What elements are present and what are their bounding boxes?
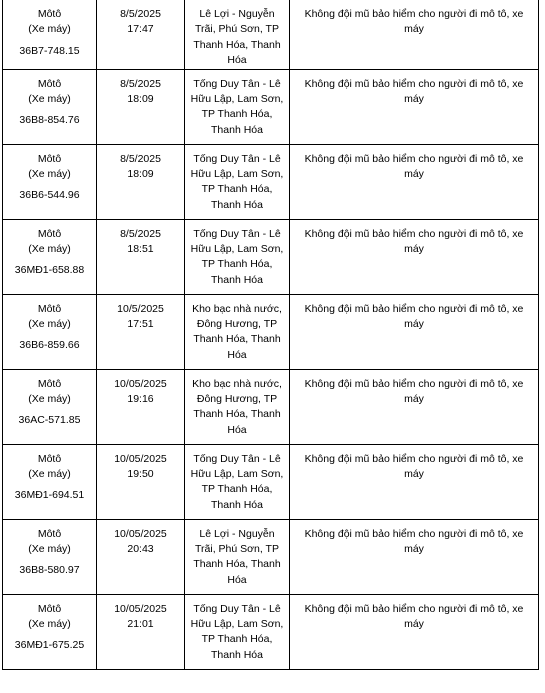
- violation-description: Không đội mũ bảo hiểm cho người đi mô tô, xe máy: [304, 152, 524, 181]
- table-row: [3, 294, 539, 369]
- violation-description: Không đội mũ bảo hiểm cho người đi mô tô, xe máy: [304, 527, 524, 556]
- violation-description: Không đội mũ bảo hiểm cho người đi mô tô, xe máy: [304, 8, 524, 36]
- datetime-cell: [97, 519, 185, 594]
- location-cell: [185, 219, 290, 294]
- table-row: [3, 69, 539, 144]
- vehicle-type: Môtô: [37, 602, 62, 615]
- datetime-cell: [97, 369, 185, 444]
- violation-location: Tống Duy Tân - Lê Hữu Lập, Lam Sơn, TP Thanh Hóa, Thanh Hóa: [190, 452, 284, 511]
- violation-date: 8/5/2025: [120, 77, 161, 90]
- license-plate: 36MĐ1-694.51: [14, 489, 85, 502]
- location-cell: [185, 519, 290, 594]
- table-row: [3, 219, 539, 294]
- violation-cell: [290, 219, 539, 294]
- vehicle-subtype: (Xe máy): [28, 468, 71, 481]
- location-cell: [185, 0, 290, 69]
- vehicle-type: Môtô: [37, 227, 62, 240]
- datetime-cell: [97, 294, 185, 369]
- violation-description: Không đội mũ bảo hiểm cho người đi mô tô, xe máy: [304, 77, 524, 106]
- vehicle-type: Môtô: [37, 527, 62, 540]
- table-row: [3, 144, 539, 219]
- violation-time: 18:51: [127, 243, 154, 256]
- license-plate: 36MĐ1-675.25: [14, 639, 85, 652]
- license-plate: 36MĐ1-658.88: [14, 264, 85, 277]
- table-row: [3, 369, 539, 444]
- violation-cell: [290, 144, 539, 219]
- datetime-cell: [97, 219, 185, 294]
- violation-date: 10/05/2025: [114, 452, 167, 465]
- violation-time: 18:09: [127, 168, 154, 181]
- violation-cell: [290, 369, 539, 444]
- violation-cell: [290, 444, 539, 519]
- vehicle-type: Môtô: [37, 152, 62, 165]
- datetime-cell: [97, 0, 185, 69]
- datetime-cell: [97, 594, 185, 669]
- violation-date: 10/05/2025: [114, 527, 167, 540]
- vehicle-cell: [3, 219, 97, 294]
- location-cell: [185, 594, 290, 669]
- violation-cell: [290, 69, 539, 144]
- vehicle-cell: [3, 294, 97, 369]
- vehicle-subtype: (Xe máy): [28, 168, 71, 181]
- violation-description: Không đội mũ bảo hiểm cho người đi mô tô, xe máy: [304, 227, 524, 256]
- vehicle-subtype: (Xe máy): [28, 393, 71, 406]
- location-cell: [185, 144, 290, 219]
- violations-table: [2, 0, 539, 670]
- violation-time: 17:47: [127, 23, 154, 36]
- vehicle-cell: [3, 594, 97, 669]
- violation-location: Tống Duy Tân - Lê Hữu Lập, Lam Sơn, TP Thanh Hóa, Thanh Hóa: [190, 602, 284, 661]
- violation-cell: [290, 0, 539, 69]
- vehicle-subtype: (Xe máy): [28, 93, 71, 106]
- vehicle-subtype: (Xe máy): [28, 318, 71, 331]
- vehicle-subtype: (Xe máy): [28, 543, 71, 556]
- violation-time: 19:16: [127, 393, 154, 406]
- location-cell: [185, 444, 290, 519]
- vehicle-cell: [3, 144, 97, 219]
- violation-date: 10/5/2025: [117, 302, 164, 315]
- violation-cell: [290, 519, 539, 594]
- location-cell: [185, 294, 290, 369]
- violation-location: Tống Duy Tân - Lê Hữu Lập, Lam Sơn, TP Thanh Hóa, Thanh Hóa: [190, 227, 284, 286]
- violations-table-body: [3, 0, 539, 669]
- license-plate: 36B8-854.76: [19, 114, 80, 127]
- vehicle-cell: [3, 369, 97, 444]
- vehicle-type: Môtô: [37, 8, 62, 20]
- vehicle-subtype: (Xe máy): [28, 23, 71, 36]
- violation-location: Tống Duy Tân - Lê Hữu Lập, Lam Sơn, TP Thanh Hóa, Thanh Hóa: [190, 152, 284, 211]
- violation-time: 19:50: [127, 468, 154, 481]
- violation-date: 10/05/2025: [114, 377, 167, 390]
- location-cell: [185, 69, 290, 144]
- vehicle-cell: [3, 0, 97, 69]
- datetime-cell: [97, 69, 185, 144]
- table-row: [3, 594, 539, 669]
- vehicle-cell: [3, 519, 97, 594]
- datetime-cell: [97, 444, 185, 519]
- violation-date: 8/5/2025: [120, 8, 161, 20]
- violation-time: 17:51: [127, 318, 154, 331]
- violation-location: Lê Lợi - Nguyễn Trãi, Phú Sơn, TP Thanh Hóa, Thanh Hóa: [193, 527, 281, 586]
- vehicle-subtype: (Xe máy): [28, 618, 71, 631]
- violation-cell: [290, 294, 539, 369]
- license-plate: 36AC-571.85: [18, 414, 81, 427]
- license-plate: 36B8-580.97: [19, 564, 80, 577]
- license-plate: 36B6-859.66: [19, 339, 80, 352]
- violation-location: Kho bạc nhà nước, Đông Hương, TP Thanh Hóa, Thanh Hóa: [192, 302, 282, 361]
- table-row: [3, 519, 539, 594]
- vehicle-type: Môtô: [37, 377, 62, 390]
- license-plate: 36B6-544.96: [19, 189, 80, 202]
- violation-description: Không đội mũ bảo hiểm cho người đi mô tô, xe máy: [304, 302, 524, 331]
- vehicle-type: Môtô: [37, 452, 62, 465]
- vehicle-subtype: (Xe máy): [28, 243, 71, 256]
- location-cell: [185, 369, 290, 444]
- table-row: [3, 0, 539, 69]
- vehicle-type: Môtô: [37, 302, 62, 315]
- violation-time: 20:43: [127, 543, 154, 556]
- violation-time: 21:01: [127, 618, 154, 631]
- violation-cell: [290, 594, 539, 669]
- violation-description: Không đội mũ bảo hiểm cho người đi mô tô, xe máy: [304, 377, 524, 406]
- license-plate: 36B7-748.15: [19, 44, 80, 57]
- violation-date: 8/5/2025: [120, 152, 161, 165]
- vehicle-cell: [3, 444, 97, 519]
- vehicle-cell: [3, 69, 97, 144]
- violation-description: Không đội mũ bảo hiểm cho người đi mô tô, xe máy: [304, 452, 524, 481]
- vehicle-type: Môtô: [37, 77, 62, 90]
- violation-location: Lê Lợi - Nguyễn Trãi, Phú Sơn, TP Thanh Hóa, Thanh Hóa: [193, 8, 281, 67]
- violation-time: 18:09: [127, 93, 154, 106]
- violation-description: Không đội mũ bảo hiểm cho người đi mô tô, xe máy: [304, 602, 524, 631]
- table-row: [3, 444, 539, 519]
- violation-location: Tống Duy Tân - Lê Hữu Lập, Lam Sơn, TP Thanh Hóa, Thanh Hóa: [190, 77, 284, 136]
- violation-date: 8/5/2025: [120, 227, 161, 240]
- datetime-cell: [97, 144, 185, 219]
- violation-date: 10/05/2025: [114, 602, 167, 615]
- violation-location: Kho bạc nhà nước, Đông Hương, TP Thanh Hóa, Thanh Hóa: [192, 377, 282, 436]
